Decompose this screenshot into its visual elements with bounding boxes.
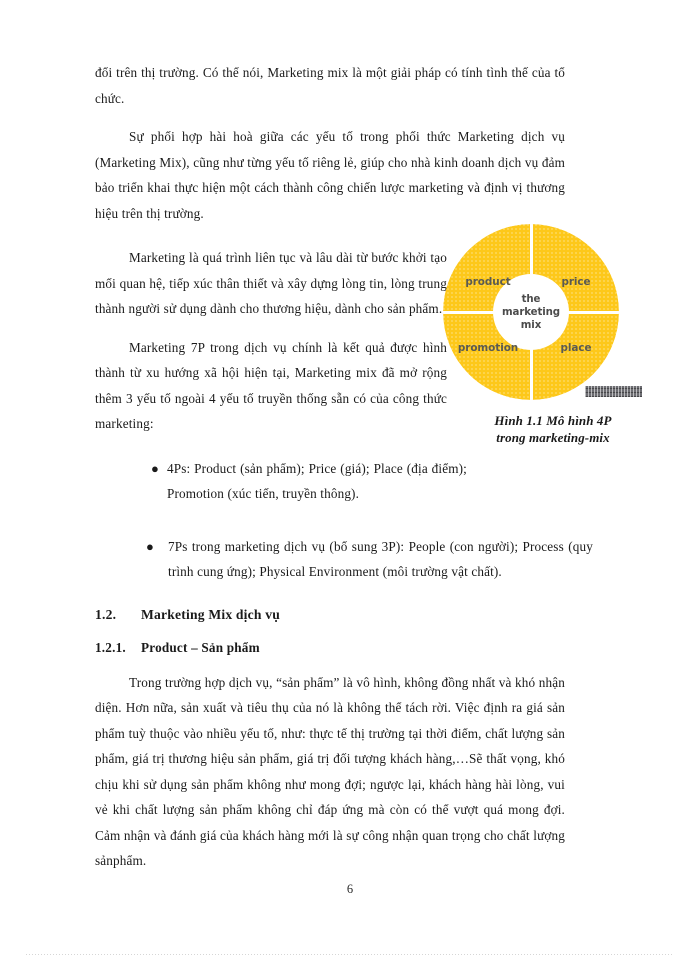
spacer [95,626,565,637]
donut-center-line-2: marketing [502,306,560,318]
list-item-7ps-text: 7Ps trong marketing dịch vụ (bổ sung 3P): People (con người); Process (quy trình cung ứng); Physical Environment (môi trường vật chất). [168,538,593,579]
donut-chart [443,224,619,400]
spacer [95,113,565,124]
figure-caption-line-2: trong marketing-mix [496,430,610,445]
list-item-4ps [95,456,467,507]
list-item-4ps-text: 4Ps: Product (sản phẩm); Price (giá); Place (địa điểm); Promotion (xúc tiến, truyền thông). [167,460,467,501]
footer-divider [26,954,674,955]
spacer [95,587,565,604]
paragraph-3: Marketing là quá trình liên tục và lâu dài từ bước khởi tạo mối quan hệ, tiếp xúc thân thiết và xây dựng lòng tin, lòng trung thành người sử dụng dành cho thương hiệu, dành cho sản phẩm. [95,250,447,316]
section-number: 1.2. [95,606,117,622]
page-number: 6 [346,882,354,896]
donut-label-price: price [561,276,591,288]
marketing-mix-list-7ps [95,534,593,585]
donut-label-promotion: promotion [457,342,519,354]
donut-center-line-1: the [521,293,541,305]
bullet-icon: ● [151,460,160,476]
figure-caption-line-1: Hình 1.1 Mô hình 4P [494,413,612,428]
spacer [95,509,565,534]
subsection-heading [95,637,565,659]
subsection-number: 1.2.1. [95,639,126,655]
section-heading [95,604,565,626]
paragraph-5: Trong trường hợp dịch vụ, “sản phẩm” là vô hình, không đồng nhất và khó nhận diện. Hơn nữa, sản xuất và tiêu thụ của nó là không thể tách rời. Việc định ra giá sản phẩm tuỳ thuộc vào nhiều yếu tố, như: thực tế thị trường tại thời điểm, chất lượng sản phẩm, giá trị thương hiệu sản phẩm, giá trị đối tượng khách hàng,…Sẽ thất vọng, khó chịu khi sử dụng sản phẩm không như mong đợi; ngược lại, khách hàng hài lòng, vui vẻ khi chất lượng sản phẩm không chỉ đáp ứng mà còn có thể vượt quá mong đợi. Cảm nhận và đánh giá của khách hàng mới là sự công nhận quan trọng cho chất lượng sảnphẩm. [95,674,565,868]
list-item-7ps [140,534,593,585]
marketing-mix-list [95,456,565,507]
page-content [95,60,593,876]
paragraph-1: đổi trên thị trường. Có thể nói, Marketing mix là một giải pháp có tính tình thế của tổ chức. [95,65,565,106]
donut-label-product: product [465,276,511,288]
subsection-title: Product – Sản phẩm [141,639,260,655]
donut-label-place: place [560,342,592,354]
section-title: Marketing Mix dịch vụ [141,606,281,622]
marketing-mix-figure [443,224,619,400]
paragraph-4: Marketing 7P trong dịch vụ chính là kết quả được hình thành từ xu hướng xã hội hiện tại, Marketing mix đã mở rộng thêm 3 yếu tố ngoài 4 yếu tố truyền thống sẵn có của công thức marketing: [95,339,447,431]
donut-center-line-3: mix [520,319,542,331]
source-watermark [585,386,642,397]
figure-caption [463,412,643,446]
spacer [95,659,565,670]
paragraph-2: Sự phối hợp hài hoà giữa các yếu tố trong phối thức Marketing dịch vụ (Marketing Mix), cũng như từng yếu tố riêng lẻ, giúp cho nhà kinh doanh dịch vụ đảm bảo triển khai thực hiện một cách thành công chiến lược marketing và định vị thương hiệu trên thị trường. [95,129,565,221]
donut-center-text [502,293,560,332]
bullet-icon: ● [146,538,155,554]
